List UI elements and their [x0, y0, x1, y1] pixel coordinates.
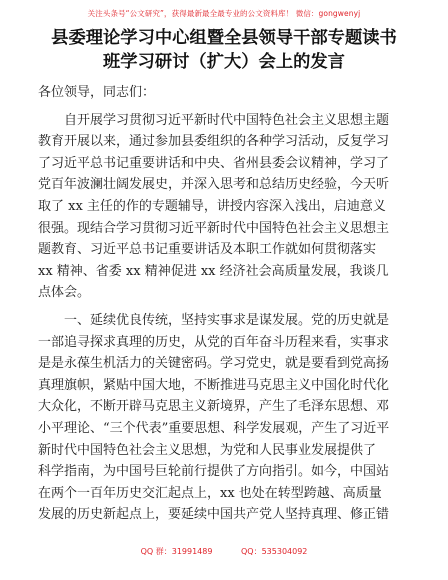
text-line: 很强。现结合学习贯彻习近平新时代中国特色社会主义思想主 [38, 220, 390, 236]
title-line: 县委理论学习中心组暨全县领导干部专题读书 [51, 28, 397, 48]
text-line: 题教育、习近平总书记重要讲话及本职工作就如何贯彻落实 [38, 242, 377, 258]
promo-banner: 关注头条号“公文研究”，获得最新最全最专业的公文资料库！ 微信：gongwenyj [87, 9, 361, 18]
paragraph-1 [38, 110, 410, 304]
salutation: 各位领导，同志们： [38, 85, 156, 100]
qq-number: QQ：535304092 [241, 547, 308, 556]
text-line: 发展的历史新起点上，要延续中国共产党人坚持真理、修正错 [38, 507, 390, 523]
text-line: 教育开展以来，通过参加县委组织的各种学习活动，反复学习 [38, 134, 390, 150]
text-line: 是是永葆生机活力的关键密码。学习党史，就是要看到党高扬 [38, 356, 390, 372]
text-line: 点体会。 [38, 285, 91, 301]
text-line: 新时代中国特色社会主义思想，为党和人民事业发展提供了 [38, 442, 377, 458]
text-line: 在两个一百年历史交汇起点上，xx 也处在转型跨越、高质量 [38, 485, 382, 501]
text-line: 真理旗帜，紧贴中国大地，不断推进马克思主义中国化时代化 [38, 377, 390, 393]
paragraph-2 [38, 310, 410, 526]
text-line: 了习近平总书记重要讲话和中央、省州县委会议精神，学习了 [38, 155, 390, 171]
text-line: xx 精神、省委 xx 精神促进 xx 经济社会高质量发展，我谈几 [38, 263, 389, 279]
text-line: 一、延续优良传统，坚持实事求是谋发展。党的历史就是 [38, 312, 390, 328]
text-line: 小平理论、“三个代表”重要思想、科学发展观，产生了习近平 [38, 420, 390, 436]
title-line: 班学习研讨（扩大）会上的发言 [103, 52, 345, 72]
document-title [30, 26, 418, 74]
text-line: 自开展学习贯彻习近平新时代中国特色社会主义思想主题 [38, 112, 390, 128]
text-line: 一部追寻探求真理的历史，从党的百年奋斗历程来看，实事求 [38, 334, 390, 350]
text-line: 大众化，不断开辟马克思主义新境界，产生了毛泽东思想、邓 [38, 399, 390, 415]
qq-group-number: QQ 群：31991489 [140, 547, 213, 556]
document-body [38, 82, 410, 526]
text-line: 科学指南，为中国号巨轮前行提供了方向指引。如今，中国站 [38, 464, 390, 480]
text-line: 党百年波澜壮阔发展史，并深入思考和总结历史经验，今天听 [38, 177, 390, 193]
footer-contact [0, 546, 448, 557]
text-line: 取了 xx 主任的作的专题辅导，讲授内容深入浅出，启迪意义 [38, 198, 386, 214]
